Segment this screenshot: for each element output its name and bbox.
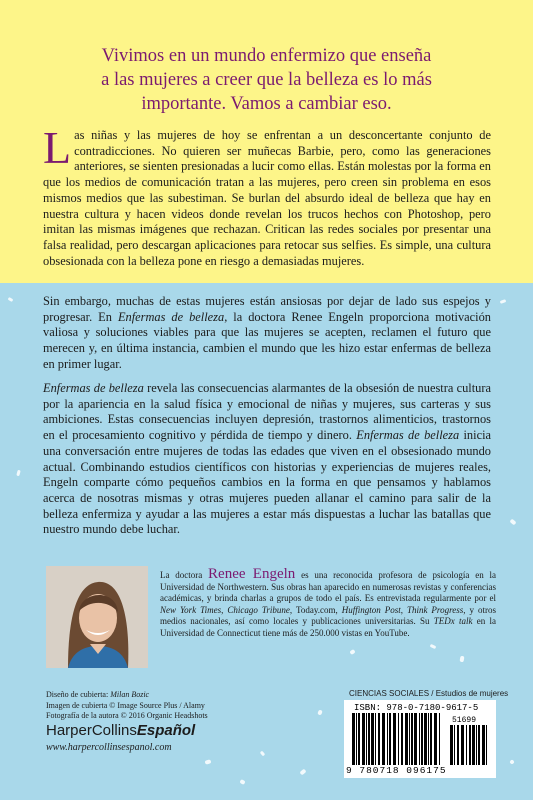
barcode-bar	[439, 713, 440, 765]
drop-cap: L	[43, 122, 72, 173]
isbn-text: ISBN: 978-0-7180-9617-5	[354, 703, 479, 713]
text-span: es una reconocida profesora de psicología en la Universidad de Northwestern. Sus obras han aparecido en numerosas revistas y conferencias académicas, y brinda charlas a grupos de todo el país. Es entrevistada regularmente por el	[160, 570, 496, 603]
barcode-bar	[362, 713, 365, 765]
book-title: Enfermas de belleza	[356, 428, 460, 443]
media-name: Think Progress	[406, 604, 464, 615]
media-name: TEDx talk	[433, 616, 473, 626]
barcode-bar	[466, 725, 467, 765]
author-name: Renee Engeln	[208, 566, 296, 582]
text-span: ,	[221, 604, 228, 615]
barcode-bar	[434, 713, 437, 765]
price-code: 51699	[452, 716, 477, 725]
barcode-bar	[430, 713, 432, 765]
intro-paragraph	[43, 122, 491, 269]
confetti-piece	[260, 751, 266, 757]
publisher-name-suffix: Español	[136, 722, 196, 739]
confetti-piece	[500, 299, 507, 304]
text-span: inicia una conversación entre mujeres de todas las edades que viven en el obsesionado mundo actual. Combinando estudios científicos con historias y experiencias de mujeres reales, Engeln comparte cómo pequeños cambios en la forma en que pensamos y hablamos acerca de nosotras mismas y otras mujeres pueden allanar el camino para salir de la belleza enfermiza y ayudar a las mujeres a estar más dispuestas a luchar las batallas que nuestro mundo debe luchar.	[43, 428, 492, 537]
barcode-bar	[352, 713, 355, 765]
confetti-piece	[299, 769, 306, 776]
credit-line	[46, 690, 208, 701]
text-span: , la doctora Renee Engeln proporciona motivación valiosa y soluciones viables para que las mujeres se acepten, reclamen el futuro que merecen y, en última instancia, cambien el mundo que les hizo estar enfermas de belleza en primer lugar.	[43, 309, 491, 371]
barcode-bar	[461, 725, 464, 765]
confetti-piece	[239, 779, 245, 785]
barcode-bar	[421, 713, 423, 765]
book-title: Enfermas de belleza	[43, 381, 144, 395]
barcode-bar	[486, 725, 487, 765]
publisher-logo	[46, 722, 195, 739]
confetti-piece	[8, 297, 14, 302]
barcode-bar	[366, 713, 367, 765]
barcode-bar	[424, 713, 427, 765]
media-name: Chicago Tribune	[227, 604, 290, 615]
author-photo	[46, 566, 148, 668]
barcode-bar	[382, 713, 385, 765]
credit-label: Diseño de cubierta:	[46, 690, 111, 699]
text-span: ,	[400, 604, 407, 615]
confetti-piece	[205, 759, 212, 764]
media-name: Huffington Post	[341, 604, 401, 615]
body-paragraph-1	[43, 294, 491, 373]
credit-line: Imagen de cubierta © Image Source Plus / Alamy	[46, 700, 205, 710]
barcode-bar	[450, 725, 453, 765]
barcode-bar	[478, 725, 480, 765]
media-name: New York Times	[160, 604, 222, 615]
barcode-bar	[419, 713, 420, 765]
text-span: , Today.com,	[289, 604, 342, 615]
barcode-bar	[375, 713, 376, 765]
headline-line: Vivimos en un mundo enfermizo que enseña	[101, 46, 432, 66]
credits	[46, 690, 208, 722]
barcode-bar	[378, 713, 380, 765]
headline-line: importante. Vamos a cambiar eso.	[141, 94, 392, 114]
confetti-piece	[460, 656, 465, 663]
text-span: La doctora	[160, 570, 209, 580]
barcode-bar	[387, 713, 388, 765]
headline-line: a las mujeres a creer que la belleza es lo más	[101, 70, 432, 90]
publisher-website[interactable]: www.harpercollinsespanol.com	[46, 742, 172, 753]
barcode-bar	[482, 725, 485, 765]
confetti-piece	[349, 649, 355, 655]
barcode-bar	[356, 713, 357, 765]
barcode-bar	[389, 713, 391, 765]
text-span: revela las consecuencias alarmantes de la obsesión de nuestra cultura por la apariencia en la salud física y emocional de niñas y mujeres, sus carteras y sus ambiciones. Estas consecuencias incluyen depresión, trastornos alimenticios, trastornos en el procesamiento cognitivo y pérdida de tiempo y dinero.	[43, 381, 492, 443]
barcode-icon	[352, 713, 444, 765]
body-paragraph-2	[43, 381, 491, 538]
barcode-bar	[454, 725, 455, 765]
barcode-bar	[393, 713, 396, 765]
barcode-bar	[409, 713, 410, 765]
barcode-bar	[405, 713, 408, 765]
publisher-name: HarperCollins	[46, 722, 137, 739]
ean-text: 9 780718 096175	[346, 765, 447, 776]
barcode-bar	[472, 725, 475, 765]
barcode-bar	[368, 713, 370, 765]
confetti-piece	[16, 470, 20, 477]
barcode-bar	[358, 713, 360, 765]
text-span: Sin embargo, muchas de estas mujeres están ansiosas por dejar de lado sus espejos y progresar. En	[43, 294, 491, 324]
barcode-bar	[457, 725, 459, 765]
barcode-bar	[476, 725, 477, 765]
barcode-bar	[401, 713, 403, 765]
confetti-piece	[509, 519, 516, 526]
barcode-bar	[398, 713, 399, 765]
confetti-piece	[430, 644, 437, 649]
credit-line: Fotografía de la autora © 2016 Organic Headshots	[46, 711, 208, 720]
barcode-addon-icon	[450, 725, 490, 765]
barcode-bar	[428, 713, 429, 765]
confetti-piece	[509, 759, 515, 765]
confetti-piece	[317, 709, 322, 715]
barcode-bar	[411, 713, 413, 765]
headline	[0, 44, 533, 116]
book-title: Enfermas de belleza	[117, 309, 225, 324]
text-span: , y otros medios nacionales, así como locales y publicaciones universitarias. Su	[160, 604, 496, 626]
barcode-bar	[469, 725, 471, 765]
text-span: en la Universidad de Connecticut tiene más de 250.000 vistas en YouTube.	[160, 616, 496, 638]
credit-value: Milan Bozic	[110, 690, 150, 699]
barcode-bar	[414, 713, 417, 765]
intro-text: as niñas y las mujeres de hoy se enfrentan a un desconcertante conjunto de contradicciones. No quieren ser muñecas Barbie, pero, como las generaciones anteriores, se sienten presionadas a lucir como ellas. Están molestas por la forma en que los medios de comunicación tratan a las mujeres, pero creen sin problema en esos mismos medios que las subestiman. Se burlan del absurdo ideal de belleza que hay en nuestra cultura y hacen videos donde revelan los trucos hechos con Photoshop, pero imitan las mismas imágenes que rechazan. Critican las redes sociales por presentar una falsa realidad, pero descargan aplicaciones para retocar sus selfies. Es simple, una cultura obsesionada con la belleza pone en riesgo a demasiadas mujeres.	[43, 128, 491, 268]
category-label: CIENCIAS SOCIALES / Estudios de mujeres	[349, 689, 509, 698]
author-bio	[160, 566, 496, 639]
barcode-bar	[371, 713, 374, 765]
